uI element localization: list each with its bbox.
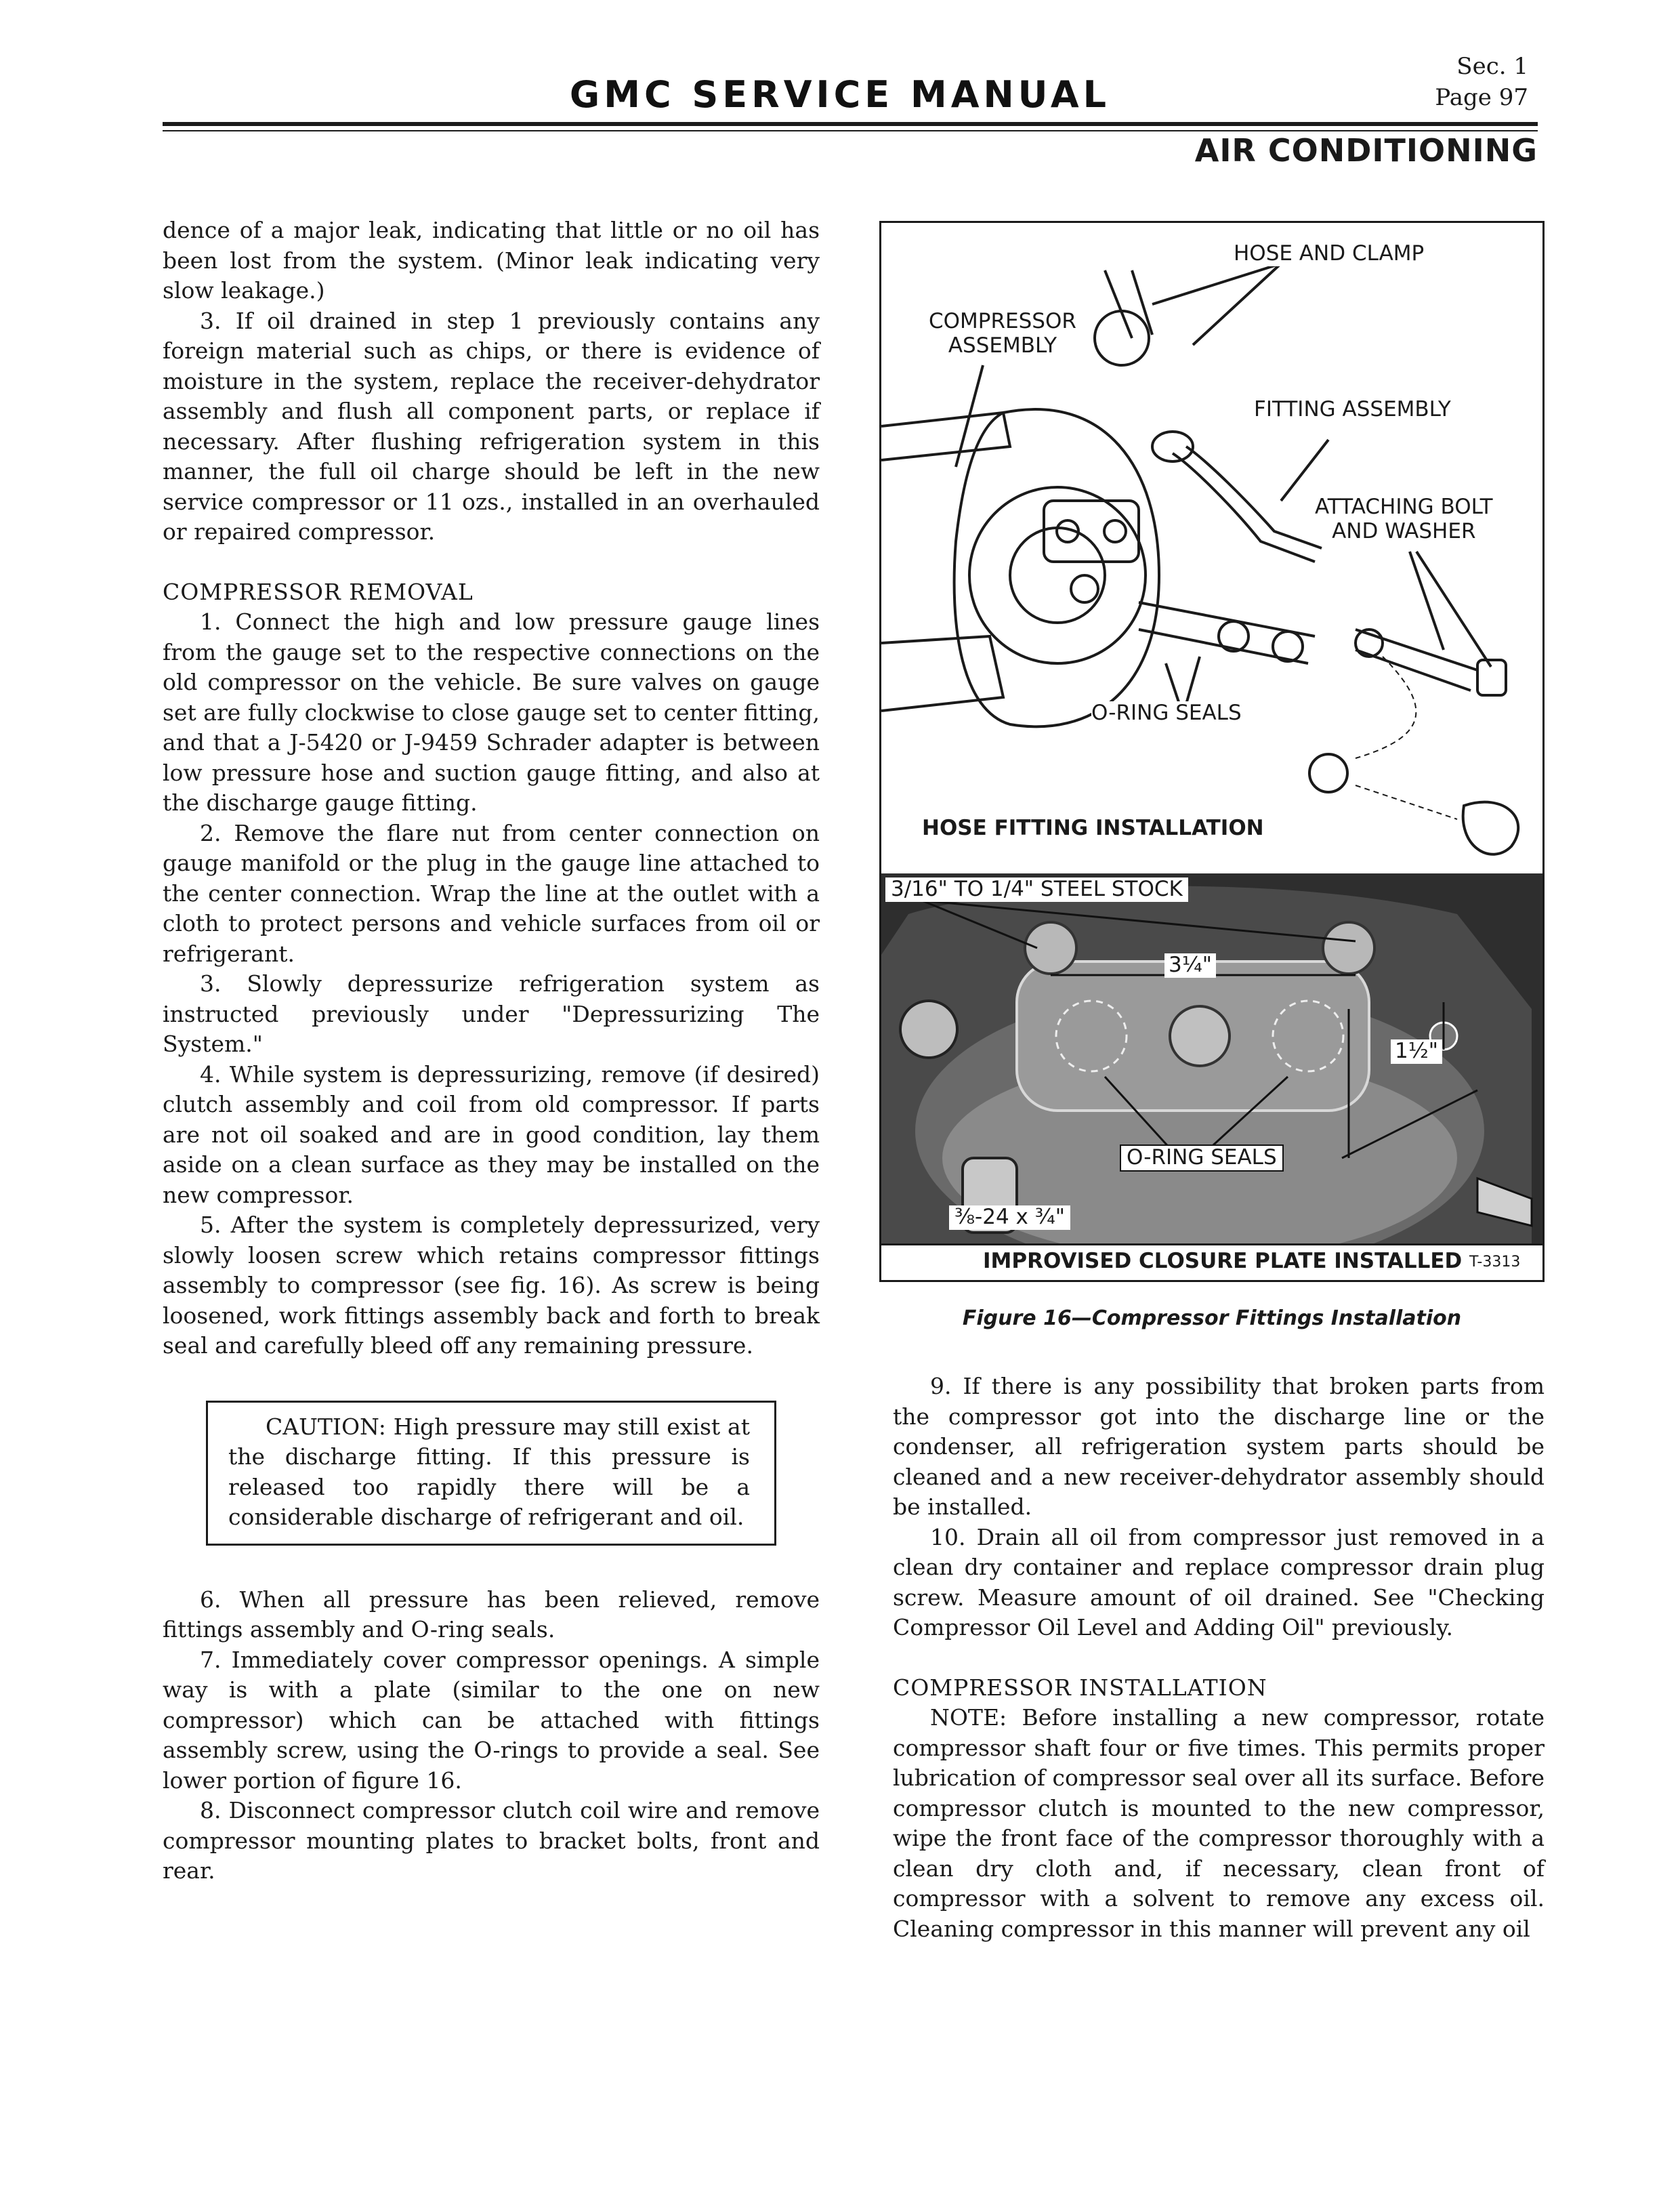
label-compressor-assembly: COMPRESSOR ASSEMBLY <box>929 309 1076 358</box>
hose-fitting-diagram <box>881 223 1542 873</box>
label-hose-and-clamp: HOSE AND CLAMP <box>1234 241 1425 266</box>
closure-plate-photo <box>881 873 1542 1243</box>
label-steel-stock: 3/16" TO 1/4" STEEL STOCK <box>885 878 1188 902</box>
heading-compressor-removal: COMPRESSOR REMOVAL <box>163 578 474 605</box>
paragraph: dence of a major leak, indicating that little or no oil has been lost from the system. (Minor leak indicating very slow leakage.) <box>163 217 820 304</box>
caution-box <box>206 1401 776 1546</box>
step: 10. Drain all oil from compressor just removed in a clean dry container and replace compressor drain plug screw. Measure amount of oil drained. See "Checking Compressor Oil Level and Adding Oil" previously. <box>893 1523 1545 1640</box>
figure-16 <box>879 221 1545 1282</box>
figure-caption: Figure 16—Compressor Fittings Installation <box>962 1306 1462 1330</box>
note-paragraph: NOTE: Before installing a new compressor, rotate compressor shaft four or five times. This permits proper lubrication of compressor seal over all its surface. Before compressor clutch is mounted to the new compressor, wipe the front face of the compressor thoroughly with a clean dry cloth and, if necessary, clean front of compressor with a solvent to remove any excess oil. Cleaning compressor in this manner will prevent any oil <box>893 1704 1545 1942</box>
figure-subtitle-bar <box>881 1243 1542 1280</box>
step: 9. If there is any possibility that broken parts from the compressor got into the discharge line or the condenser, all refrigeration system parts should be cleaned and a new receiver-dehydrator assembly should be installed. <box>893 1373 1545 1520</box>
left-column <box>163 215 820 1886</box>
closure-plate-photo-drawing <box>881 873 1542 1243</box>
heading-compressor-installation: COMPRESSOR INSTALLATION <box>893 1674 1267 1701</box>
step: 6. When all pressure has been relieved, remove fittings assembly and O-ring seals. <box>163 1586 820 1643</box>
step: 2. Remove the flare nut from center connection on gauge manifold or the plug in the gauge line attached to the center connection. Wrap the line at the outlet with a cloth to protect persons and vehicle surfaces from oil or refrigerant. <box>163 819 820 967</box>
label-closure-plate: IMPROVISED CLOSURE PLATE INSTALLED <box>983 1249 1463 1273</box>
label-dimension-width: 3¼" <box>1164 953 1216 978</box>
label-o-ring-seals-upper: O-RING SEALS <box>1091 701 1242 725</box>
manual-title: GMC SERVICE MANUAL <box>569 73 1111 116</box>
step: 1. Connect the high and low pressure gauge lines from the gauge set to the respective connections on the old compressor on the vehicle. Be sure valves on gauge set are fully clockwise to close gauge set to center fitting, and that a J-5420 or J-9459 Schrader adapter is between low pressure hose and suction gauge fitting, and also at the discharge gauge fitting. <box>163 608 820 816</box>
paragraph: 3. If oil drained in step 1 previously contains any foreign material such as chips, or there is evidence of moisture in the system, replace the receiver-dehydrator assembly and flush all component parts, or replace if necessary. After flushing refrigeration system in this manner, the full oil charge should be left in the new service compressor or 11 ozs., installed in an overhauled or repaired compressor. <box>163 307 820 545</box>
label-fitting-assembly: FITTING ASSEMBLY <box>1254 397 1451 421</box>
right-column <box>893 1371 1545 1944</box>
label-hose-fitting-installation: HOSE FITTING INSTALLATION <box>922 816 1264 840</box>
label-bolt-size: ⅜-24 x ¾" <box>949 1205 1070 1230</box>
label-o-ring-seals-lower: O-RING SEALS <box>1120 1144 1284 1172</box>
label-attaching-bolt: ATTACHING BOLT AND WASHER <box>1315 495 1493 543</box>
section-title: AIR CONDITIONING <box>1194 132 1538 169</box>
caution-text: CAUTION: High pressure may still exist at the discharge fitting. If this pressure is released too rapidly there will be a considerable discharge of refrigerant and oil. <box>228 1413 750 1530</box>
section-number: Sec. 1 <box>1456 53 1528 80</box>
step: 4. While system is depressurizing, remove (if desired) clutch assembly and coil from old compressor. If parts are not oil soaked and are in good condition, lay them aside on a clean surface as they may be installed on the new compressor. <box>163 1060 820 1208</box>
header-rule-thin <box>163 130 1538 131</box>
step: 7. Immediately cover compressor openings. A simple way is with a plate (similar to the one on new compressor) which can be attached with fittings assembly screw, using the O-rings to provide a seal. See lower portion of figure 16. <box>163 1646 820 1794</box>
label-dimension-height: 1½" <box>1391 1039 1442 1064</box>
step: 8. Disconnect compressor clutch coil wire and remove compressor mounting plates to bracket bolts, front and rear. <box>163 1797 820 1884</box>
figure-code: T-3313 <box>1469 1254 1521 1271</box>
step: 3. Slowly depressurize refrigeration system as instructed previously under "Depressurizing The System." <box>163 970 820 1057</box>
header-rule <box>163 122 1538 126</box>
step: 5. After the system is completely depressurized, very slowly loosen screw which retains compressor fittings assembly to compressor (see fig. 16). As screw is being loosened, work fittings assembly back and forth to break seal and carefully bleed off any remaining pressure. <box>163 1212 820 1359</box>
page-number: Page 97 <box>1435 84 1528 111</box>
